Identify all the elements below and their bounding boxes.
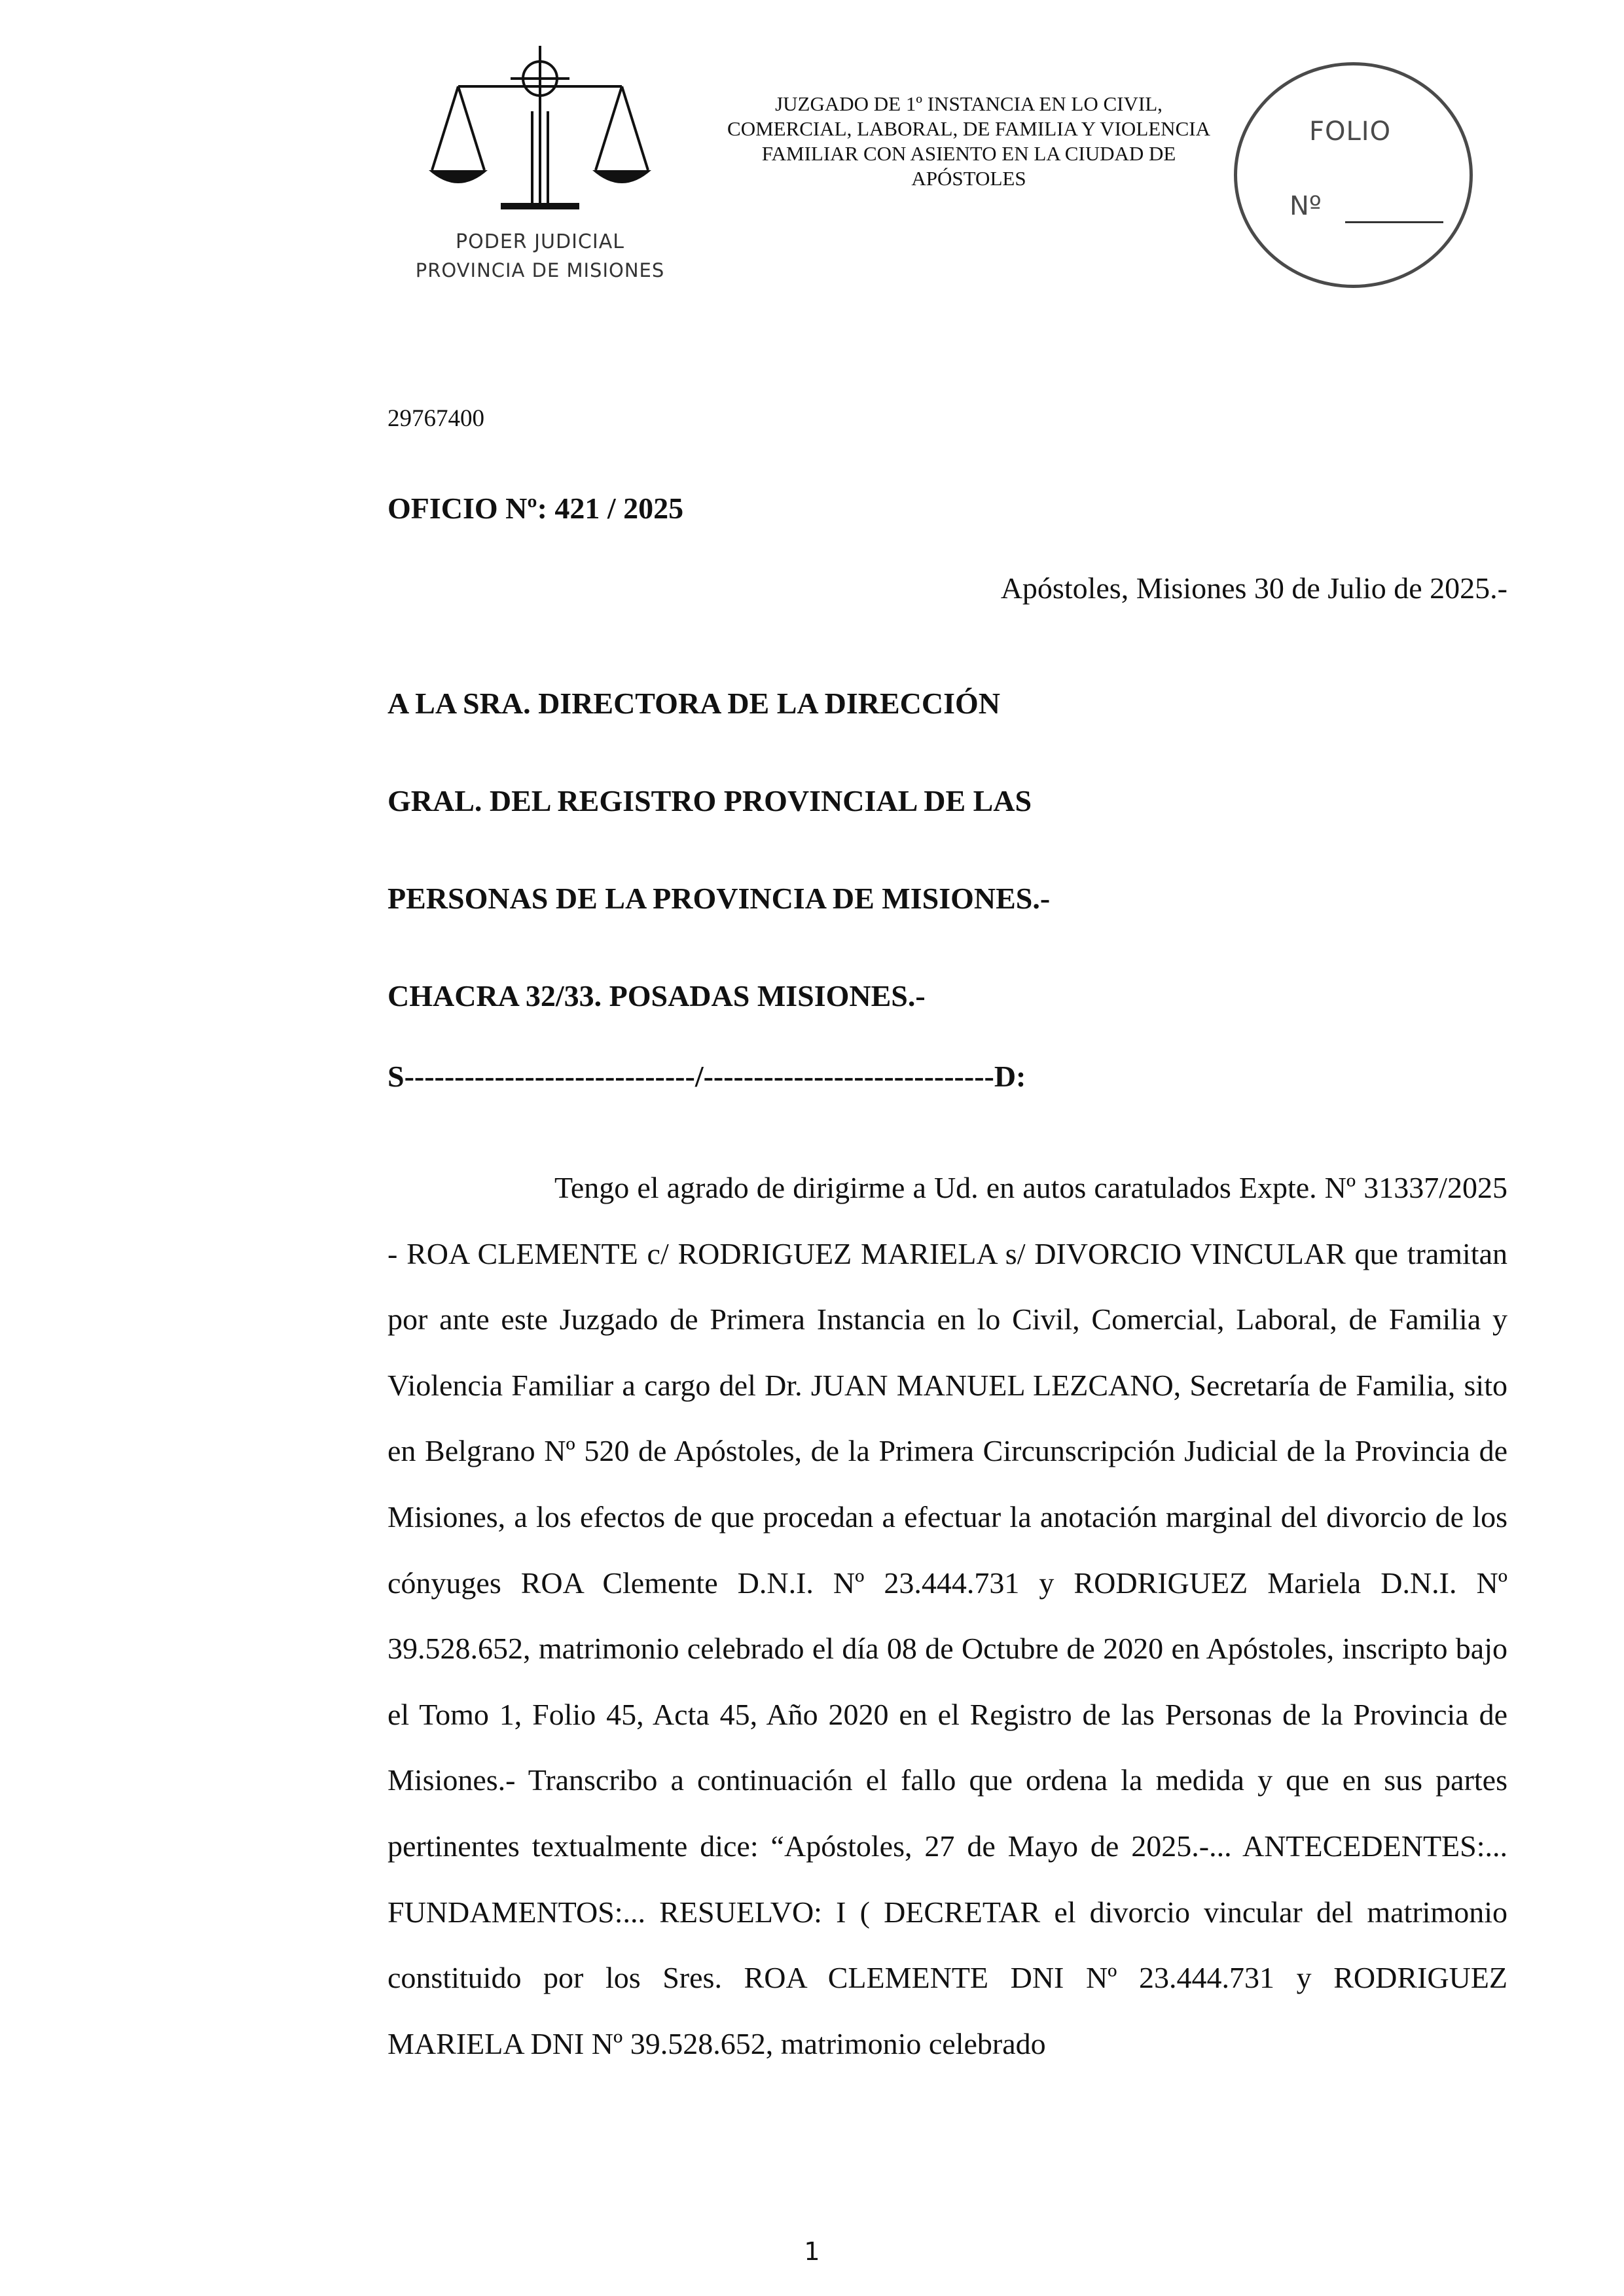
folio-label: FOLIO bbox=[1309, 117, 1392, 147]
scales-of-justice-icon bbox=[429, 39, 651, 229]
addressee-line: CHACRA 32/33. POSADAS MISIONES.- bbox=[388, 979, 926, 1013]
page-number: 1 bbox=[804, 2237, 820, 2266]
document-code: 29767400 bbox=[388, 405, 484, 432]
folio-number-label: Nº bbox=[1290, 191, 1322, 221]
document-date: Apóstoles, Misiones 30 de Julio de 2025.- bbox=[1000, 571, 1507, 605]
court-header-line: COMERCIAL, LABORAL, DE FAMILIA Y VIOLENCIA bbox=[727, 117, 1210, 140]
court-header-line: FAMILIAR CON ASIENTO EN LA CIUDAD DE bbox=[761, 142, 1176, 165]
court-header-line: APÓSTOLES bbox=[911, 167, 1026, 190]
addressee-line: PERSONAS DE LA PROVINCIA DE MISIONES.- bbox=[388, 882, 1051, 915]
addressee-line: GRAL. DEL REGISTRO PROVINCIAL DE LAS bbox=[388, 784, 1032, 817]
poder-judicial-logo bbox=[403, 39, 677, 288]
addressee-line: A LA SRA. DIRECTORA DE LA DIRECCIÓN bbox=[388, 687, 1000, 720]
court-header bbox=[684, 92, 1254, 191]
addressee-block bbox=[388, 655, 1050, 1045]
court-header-line: JUZGADO DE 1º INSTANCIA EN LO CIVIL, bbox=[775, 92, 1163, 115]
folio-stamp bbox=[1234, 62, 1473, 288]
salutation: S-----------------------------/-----------------------------D: bbox=[388, 1060, 1026, 1093]
logo-subtitle: PROVINCIA DE MISIONES bbox=[415, 259, 665, 281]
oficio-number: OFICIO Nº: 421 / 2025 bbox=[388, 492, 684, 525]
folio-blank-line bbox=[1345, 221, 1443, 223]
body-paragraph: Tengo el agrado de dirigirme a Ud. en autos caratulados Expte. Nº 31337/2025 - ROA CLEMENTE c/ RODRIGUEZ MARIELA s/ DIVORCIO VINCULAR que tramitan por ante este Juzgado de Primera Instancia en lo Civil, Comercial, Laboral, de Familia y Violencia Familiar a cargo del Dr. JUAN MANUEL LEZCANO, Secretaría de Familia, sito en Belgrano Nº 520 de Apóstoles, de la Primera Circunscripción Judicial de la Provincia de Misiones, a los efectos de que procedan a efectuar la anotación marginal del divorcio de los cónyuges ROA Clemente D.N.I. Nº 23.444.731 y RODRIGUEZ Mariela D.N.I. Nº 39.528.652, matrimonio celebrado el día 08 de Octubre de 2020 en Apóstoles, inscripto bajo el Tomo 1, Folio 45, Acta 45, Año 2020 en el Registro de las Personas de la Provincia de Misiones.- Transcribo a continuación el fallo que ordena la medida y que en sus partes pertinentes textualmente dice: “Apóstoles, 27 de Mayo de 2025.-... ANTECEDENTES:... FUNDAMENTOS:... RESUELVO: I ( DECRETAR el divorcio vincular del matrimonio constituido por los Sres. ROA CLEMENTE DNI Nº 23.444.731 y RODRIGUEZ MARIELA DNI Nº 39.528.652, matrimonio celebrado bbox=[388, 1171, 1507, 2060]
logo-title: PODER JUDICIAL bbox=[456, 230, 624, 253]
